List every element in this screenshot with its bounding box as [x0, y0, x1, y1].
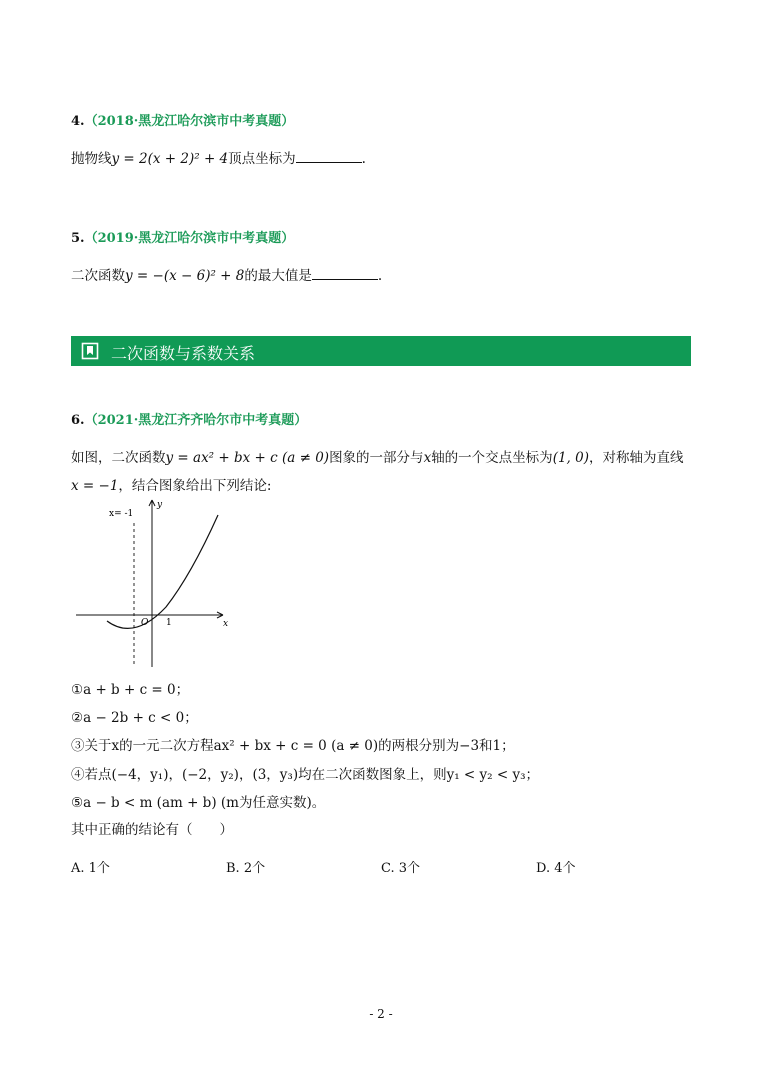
q6-line1-a: 如图，二次函数 [71, 450, 166, 466]
statement-4: ④若点(−4，y₁)，(−2，y₂)，(3，y₃)均在二次函数图象上，则y₁ < y₂ < y₃； [71, 767, 540, 783]
q4-header [71, 110, 294, 129]
q4-end: . [361, 151, 366, 167]
q6-line1-formula: y = ax² + bx + c (a ≠ 0) [165, 450, 330, 466]
q5-source: （2019·黑龙江哈尔滨市中考真题） [84, 231, 295, 246]
q6-line1-d: ，对称轴为直线 [588, 450, 684, 466]
section-title: 二次函数与系数关系 [111, 344, 256, 363]
q6-line2-formula: x = −1 [71, 478, 119, 494]
y-axis-label: y [157, 500, 163, 510]
statement-3: ③关于x的一元二次方程ax² + bx + c = 0 (a ≠ 0)的两根分别为−3和1； [71, 738, 515, 754]
q5-end: . [377, 268, 383, 284]
q4-text [71, 147, 366, 167]
x-axis-label: x [223, 619, 229, 629]
q6-number: 6. [71, 413, 85, 428]
q6-line1-b: 图象的一部分与 [329, 450, 424, 466]
q6-line1-x: x [423, 450, 432, 466]
q6-line1 [71, 446, 683, 466]
q5-text-pre: 二次函数 [71, 268, 125, 284]
q6-question: 其中正确的结论有（ ） [71, 822, 233, 838]
q5-text [71, 264, 382, 284]
option-a[interactable]: A. 1个 [71, 861, 110, 876]
q5-formula: y = −(x − 6)² + 8 [125, 268, 245, 284]
x-intercept-label: 1 [166, 618, 172, 628]
parabola-curve [107, 515, 218, 628]
page-number: - 2 - [369, 1007, 393, 1021]
q6-line1-c: 轴的一个交点坐标为 [431, 450, 553, 466]
option-c[interactable]: C. 3个 [381, 861, 421, 876]
q4-text-post: 顶点坐标为 [228, 151, 296, 167]
statement-1: ①a + b + c = 0； [71, 682, 190, 698]
q5-text-post: 的最大值是 [244, 268, 312, 284]
q4-number: 4. [71, 114, 85, 129]
q4-formula: y = 2(x + 2)² + 4 [111, 151, 229, 167]
parabola-graph [71, 495, 236, 670]
q6-header [71, 409, 307, 428]
symmetry-axis-label: x= -1 [109, 509, 134, 519]
option-d[interactable]: D. 4个 [536, 861, 576, 876]
q6-line2 [71, 474, 271, 494]
q4-text-pre: 抛物线 [71, 151, 112, 167]
bookmark-icon [81, 342, 99, 364]
q6-line2-text: ，结合图象给出下列结论: [118, 478, 272, 494]
q5-number: 5. [71, 231, 85, 246]
statement-2: ②a − 2b + c < 0； [71, 710, 198, 726]
section-banner [71, 336, 691, 366]
q4-source: （2018·黑龙江哈尔滨市中考真题） [84, 114, 295, 129]
origin-label: O [141, 618, 149, 628]
q5-header [71, 227, 294, 246]
q5-answer-blank[interactable] [312, 269, 378, 280]
option-b[interactable]: B. 2个 [226, 861, 266, 876]
q6-source: （2021·黑龙江齐齐哈尔市中考真题） [84, 413, 308, 428]
q4-answer-blank[interactable] [296, 152, 362, 163]
statement-5: ⑤a − b < m (am + b) (m为任意实数)。 [71, 795, 326, 811]
q6-line1-point: (1, 0) [552, 450, 589, 466]
